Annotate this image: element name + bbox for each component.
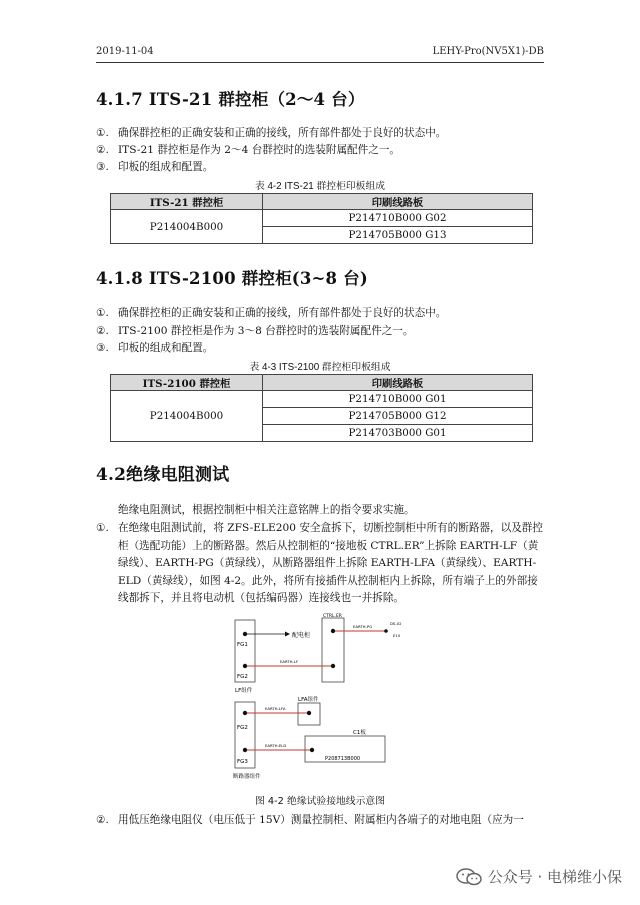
- list-item: [96, 520, 544, 604]
- list-item: [96, 340, 544, 356]
- terminal-dot: [307, 711, 311, 715]
- label-earth-pg: EARTH-PG: [353, 624, 373, 629]
- table-header: 印刷线路板: [263, 375, 533, 391]
- label-p208: P208713B000: [325, 756, 361, 762]
- list-item: [96, 812, 544, 829]
- label-earth-lf: EARTH-LF: [280, 659, 299, 664]
- list-item-text: ITS-2100 群控柜是作为 3～8 台群控时的选装附属配件之一。: [118, 325, 414, 337]
- header-date: 2019-11-04: [96, 46, 154, 57]
- label-fg1: FG1: [237, 642, 248, 648]
- table-its2100-boards: [110, 374, 533, 442]
- table-cell-cabinet: P214004B000: [111, 210, 263, 244]
- terminal-dot: [310, 748, 314, 752]
- list-item-number: ①.: [96, 127, 109, 139]
- list-item-number: ②.: [96, 144, 109, 156]
- list-item-text: 确保群控柜的正确安装和正确的接线，所有部件都处于良好的状态中。: [118, 307, 447, 319]
- label-fg2-breaker: FG2: [237, 725, 248, 731]
- list-item-number: ②.: [96, 325, 109, 337]
- table-cell-cabinet: P214004B000: [111, 391, 263, 442]
- table-cell-board: P214705B000 G13: [263, 227, 533, 244]
- label-ds: DS-02: [390, 621, 402, 626]
- label-ctrl-er: CTRL.ER: [323, 614, 342, 619]
- list-item-text: 用低压绝缘电阻仪（电压低于 15V）测量控制柜、附属柜内各端子的对地电阻（应为一: [118, 814, 524, 826]
- arrow-head-icon: [285, 632, 290, 637]
- watermark-text: 公众号 · 电梯维小保: [487, 868, 622, 886]
- label-earth-eld: EARTH-ELD: [265, 743, 287, 748]
- section-4-2-title: 4.2绝缘电阻测试: [96, 465, 230, 485]
- table-header: ITS-2100 群控柜: [111, 375, 263, 391]
- wechat-logo-icon: [456, 867, 482, 887]
- list-item-number: ①.: [96, 307, 109, 319]
- terminal-dot: [384, 629, 388, 633]
- table-cell-board: P214705B000 G12: [263, 408, 533, 425]
- watermark: [456, 866, 622, 887]
- terminal-dot: [243, 632, 247, 636]
- table-4-2-caption: 表 4-2 ITS-21 群控柜印板组成: [254, 181, 386, 192]
- table-header: ITS-21 群控柜: [111, 194, 263, 210]
- terminal-dot: [331, 629, 335, 633]
- list-item: [96, 142, 544, 158]
- section-4-1-8-title: 4.1.8 ITS-2100 群控柜(3~8 台): [96, 269, 368, 288]
- label-fg3: FG3: [237, 759, 248, 765]
- label-lf-group: LF组件: [235, 688, 253, 694]
- table-4-3-caption: 表 4-3 ITS-2100 群控柜印板组成: [249, 362, 391, 373]
- table-its21-boards: [110, 193, 533, 244]
- list-item-text: 在绝缘电阻测试前，将 ZFS-ELE200 安全盒拆下，切断控制柜中所有的断路器，以及群控柜（选配功能）上的断路器。然后从控制柜的“接地板 CTRL.ER”上拆除 EARTH-LF（黄绿线）、EARTH-PG（黄绿线），从断路器组件上拆除 EARTH-LFA（黄绿线）、EARTH-ELD（黄绿线），如图 4-2。此外，将所有接插件从控制柜内上拆除，所有端子上的外部接线都拆下，并且将电动机（包括编码器）连接线也一并拆除。: [118, 522, 543, 604]
- table-header: 印刷线路板: [263, 194, 533, 210]
- lf-group-box: [235, 620, 255, 682]
- label-to-panel: 配电柜: [292, 632, 311, 639]
- table-cell-board: P214710B000 G01: [263, 391, 533, 408]
- label-c1: C1板: [353, 730, 366, 736]
- terminal-dot: [243, 664, 247, 668]
- header-divider: [96, 62, 544, 63]
- terminal-dot: [243, 748, 247, 752]
- list-item: [96, 159, 544, 175]
- label-breaker-group: 断路器组件: [233, 774, 261, 780]
- list-item: [96, 323, 544, 339]
- list-item-text: 印板的组成和配置。: [118, 161, 214, 173]
- list-item-number: ②.: [96, 814, 109, 826]
- terminal-dot: [243, 711, 247, 715]
- list-item-text: ITS-21 群控柜是作为 2～4 台群控时的选装附属配件之一。: [118, 144, 401, 156]
- list-item-text: 印板的组成和配置。: [118, 342, 214, 354]
- section-4-2-intro: 绝缘电阻测试，根据控制柜中相关注意铭牌上的指令要求实施。: [118, 504, 415, 516]
- list-item-number: ③.: [96, 342, 109, 354]
- label-fg2: FG2: [237, 674, 248, 680]
- grounding-wire-diagram: [225, 610, 415, 785]
- table-cell-board: P214703B000 G01: [263, 425, 533, 442]
- terminal-dot: [331, 664, 335, 668]
- list-item-number: ①.: [96, 522, 109, 534]
- figure-4-2-caption: 图 4-2 绝缘试验接地线示意图: [255, 796, 385, 807]
- label-earth-lfa: EARTH-LFA: [265, 706, 286, 711]
- section-4-1-7-title: 4.1.7 ITS-21 群控柜（2～4 台）: [96, 90, 365, 109]
- label-e10: E10: [393, 633, 401, 638]
- label-lfa-group: LFA组件: [298, 697, 319, 703]
- list-item-number: ③.: [96, 161, 109, 173]
- header-doc-id: LEHY-Pro(NV5X1)-DB: [432, 46, 544, 57]
- list-item-text: 确保群控柜的正确安装和正确的接线，所有部件都处于良好的状态中。: [118, 127, 447, 139]
- list-item: [96, 125, 544, 141]
- ctrl-er-box: [322, 618, 344, 682]
- list-item: [96, 305, 544, 321]
- table-cell-board: P214710B000 G02: [263, 210, 533, 227]
